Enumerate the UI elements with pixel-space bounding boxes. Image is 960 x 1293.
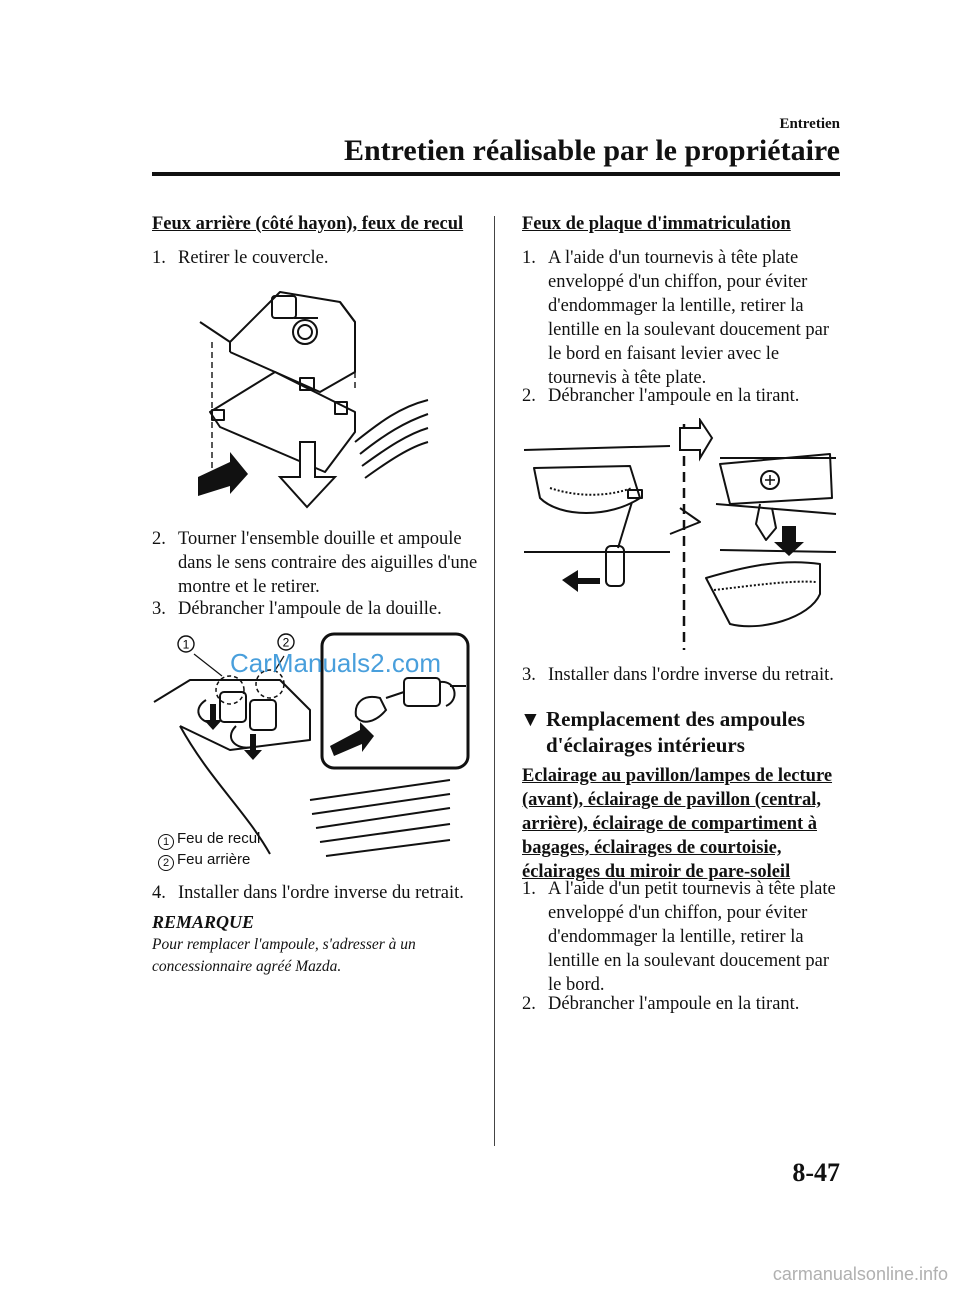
subsection-heading — [520, 706, 840, 758]
legend-label: Feu de recul — [177, 830, 261, 847]
license-lamp-illustration — [520, 418, 840, 654]
step-number: 4. — [152, 883, 166, 903]
legend-label: Feu arrière — [177, 851, 251, 868]
right-step2-1 — [522, 877, 840, 997]
interior-lights-heading: Eclairage au pavillon/lampes de lecture (avant), éclairage de pavillon (central, arrière), éclairage de compartiment à bagages, éclairages de courtoisie, éclairages du miroir de pare-soleil — [522, 766, 833, 882]
page-number: 8-47 — [792, 1158, 840, 1187]
step-text: Débrancher l'ampoule en la tirant. — [548, 994, 800, 1014]
watermark-top: CarManuals2.com — [230, 648, 441, 678]
legend-item — [158, 829, 260, 850]
step-text: Installer dans l'ordre inverse du retrait. — [178, 883, 464, 903]
header-rule — [152, 172, 840, 176]
right-heading: Feux de plaque d'immatriculation — [522, 214, 791, 234]
section-label: Entretien — [779, 116, 840, 132]
legend — [158, 829, 260, 871]
left-step-2 — [152, 527, 482, 599]
step-number: 2. — [522, 994, 536, 1014]
callout-1: 1 — [182, 637, 190, 652]
left-step-4 — [152, 881, 482, 905]
left-heading: Feux arrière (côté hayon), feux de recul — [152, 214, 464, 234]
step-text: Débrancher l'ampoule en la tirant. — [548, 386, 800, 406]
step-text: A l'aide d'un petit tournevis à tête plate enveloppé d'un chiffon, pour éviter d'endommager la lentille, retirer la lentille en la soulevant doucement par le bord. — [548, 879, 836, 995]
step-number: 1. — [152, 248, 166, 268]
step-number: 1. — [522, 879, 536, 899]
legend-num: 1 — [158, 834, 174, 850]
subsection-title: Remplacement des ampoules d'éclairages intérieurs — [546, 707, 805, 757]
right-step-3 — [522, 663, 840, 687]
step-text: Débrancher l'ampoule de la douille. — [178, 599, 442, 619]
step-text: A l'aide d'un tournevis à tête plate enveloppé d'un chiffon, pour éviter d'endommager la lentille, retirer la lentille en la soulevant doucement par le bord en faisant levier avec le tournevis à tête plate. — [548, 248, 829, 388]
watermark-bottom: carmanualsonline.info — [772, 1264, 948, 1284]
legend-item — [158, 850, 260, 871]
left-step-3 — [152, 597, 482, 621]
step-text: Retirer le couvercle. — [178, 248, 329, 268]
cover-removal-illustration — [190, 282, 430, 512]
step-number: 2. — [152, 529, 166, 549]
step-text: Installer dans l'ordre inverse du retrait. — [548, 665, 834, 685]
note-title: REMARQUE — [152, 912, 255, 932]
column-divider — [494, 216, 495, 1146]
step-number: 3. — [522, 665, 536, 685]
step-number: 2. — [522, 386, 536, 406]
left-step-1 — [152, 246, 482, 270]
right-step2-2 — [522, 992, 840, 1016]
note-body: Pour remplacer l'ampoule, s'adresser à un concessionnaire agréé Mazda. — [152, 936, 416, 975]
step-number: 3. — [152, 599, 166, 619]
right-step-1 — [522, 246, 840, 390]
callout-2: 2 — [282, 635, 290, 650]
page-title: Entretien réalisable par le propriétaire — [343, 134, 840, 167]
right-step-2 — [522, 384, 840, 408]
triangle-icon: ▼ — [520, 707, 541, 731]
step-number: 1. — [522, 248, 536, 268]
legend-num: 2 — [158, 855, 174, 871]
step-text: Tourner l'ensemble douille et ampoule dans le sens contraire des aiguilles d'une montre et le retirer. — [178, 529, 478, 597]
